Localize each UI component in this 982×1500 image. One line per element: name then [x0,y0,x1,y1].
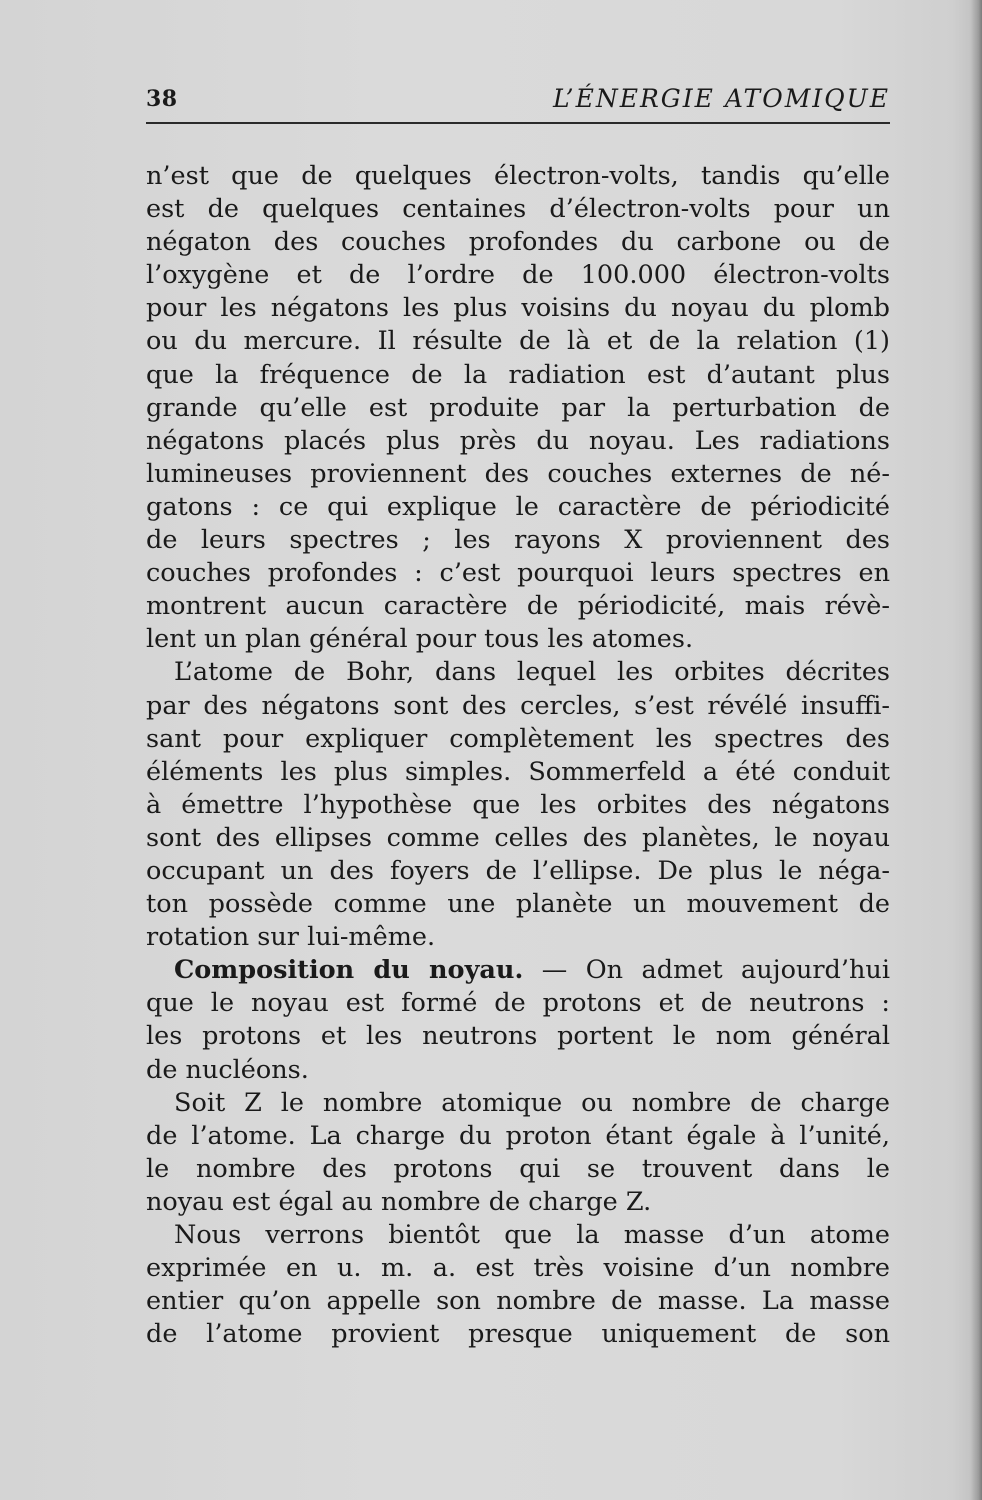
text-line: que la fréquence de la radiation est d’autant plus [146,359,890,390]
text-line: Soit Z le nombre atomique ou nombre de charge [174,1087,890,1118]
text-line: à émettre l’hypothèse que les orbites des négatons [146,789,890,820]
text-line: entier qu’on appelle son nombre de masse. La masse [146,1286,890,1317]
header-rule [146,122,890,124]
text-line: sont des ellipses comme celles des planètes, le noyau [146,822,890,853]
spine-shadow [970,0,982,1500]
text-line: couches profondes : c’est pourquoi leurs spectres en [146,558,890,589]
text-line: l’oxygène et de l’ordre de 100.000 électron-volts [146,260,890,291]
text-line: pour les négatons les plus voisins du noyau du plomb [146,293,890,324]
page-number: 38 [146,86,178,112]
running-title: L’ÉNERGIE ATOMIQUE [553,84,890,113]
text-line: grande qu’elle est produite par la perturbation de [146,392,890,423]
text-line: ton possède comme une planète un mouvement de [146,889,890,920]
text-line: de leurs spectres ; les rayons X proviennent des [146,525,890,556]
text-line: le nombre des protons qui se trouvent dans le [146,1153,890,1184]
text-line-rest: — On admet aujourd’hui [541,955,890,986]
text-line [146,954,890,987]
text-line: négatons placés plus près du noyau. Les radiations [146,425,890,456]
text-line: de l’atome provient presque uniquement de son [146,1319,890,1350]
body-text [146,160,890,1351]
text-line: rotation sur lui-même. [146,922,436,953]
page-header [146,80,890,120]
text-line: de l’atome. La charge du proton étant égale à l’unité, [146,1120,890,1151]
text-line: L’atome de Bohr, dans lequel les orbites décrites [174,657,890,688]
text-line: lent un plan général pour tous les atomes. [146,624,694,655]
text-line: occupant un des foyers de l’ellipse. De plus le néga- [146,855,890,886]
text-line: noyau est égal au nombre de charge Z. [146,1186,652,1217]
text-line: négaton des couches profondes du carbone ou de [146,227,890,258]
text-line: n’est que de quelques électron-volts, tandis qu’elle [146,161,890,191]
text-line: sant pour expliquer complètement les spectres des [146,723,890,754]
text-line: lumineuses proviennent des couches externes de né- [146,458,890,489]
text-line: par des négatons sont des cercles, s’est révélé insuffi- [146,690,890,721]
text-line: de nucléons. [146,1054,309,1085]
text-line: Nous verrons bientôt que la masse d’un atome [174,1220,890,1250]
section-heading: Composition du noyau. [174,955,524,986]
text-line: gatons : ce qui explique le caractère de périodicité [146,491,890,522]
text-line: que le noyau est formé de protons et de neutrons : [146,988,890,1019]
text-line: éléments les plus simples. Sommerfeld a été conduit [146,756,890,787]
text-line: exprimée en u. m. a. est très voisine d’un nombre [146,1253,890,1284]
text-line: est de quelques centaines d’électron-volts pour un [146,194,890,225]
text-line: montrent aucun caractère de périodicité, mais révè- [146,591,890,622]
text-line: les protons et les neutrons portent le nom général [146,1021,890,1052]
text-line: ou du mercure. Il résulte de là et de la relation (1) [146,326,890,357]
